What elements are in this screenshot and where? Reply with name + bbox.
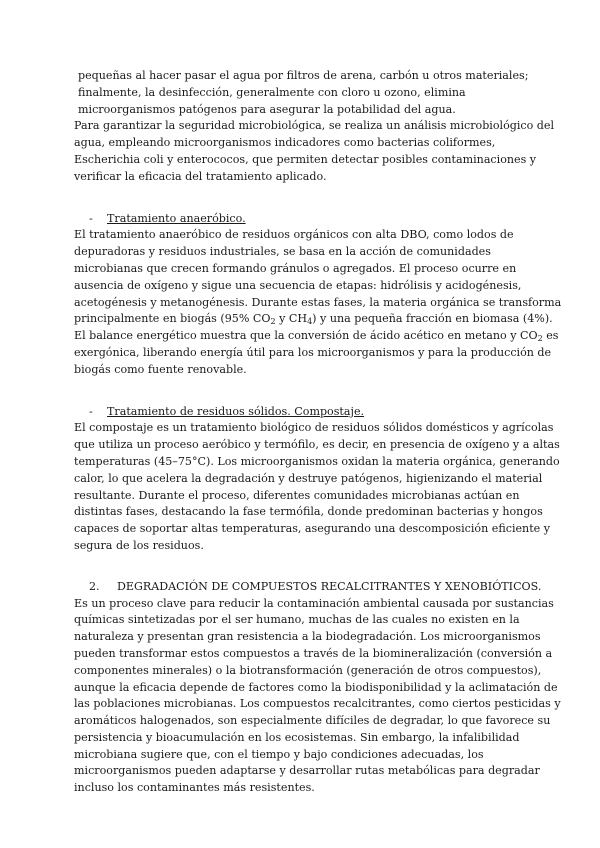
text-line: aromáticos halogenados, son especialmente difíciles de degradar, lo que favorece su bbox=[74, 714, 551, 728]
text-line: capaces de soportar altas temperaturas, asegurando una descomposición eficiente y bbox=[74, 522, 551, 536]
text-line: incluso los contaminantes más resistentes. bbox=[74, 781, 315, 795]
text-fragment: y CH bbox=[275, 312, 308, 326]
text-line: biogás como fuente renovable. bbox=[74, 362, 247, 376]
text-fragment: ) y una pequeña fracción en biomasa (4%). bbox=[312, 312, 553, 326]
subscript: 2 bbox=[537, 334, 543, 344]
text-fragment: principalmente en biogás (95% CO bbox=[74, 312, 271, 326]
section-title: DEGRADACIÓN DE COMPUESTOS RECALCITRANTES Y XENOBIÓTICOS. bbox=[117, 579, 542, 593]
text-line: El tratamiento anaeróbico de residuos orgánicos con alta DBO, como lodos de bbox=[74, 228, 514, 242]
text-line: microorganismos pueden adaptarse y desarrollar rutas metabólicas para degradar bbox=[74, 764, 540, 778]
text-fragment: El balance energético muestra que la conversión de ácido acético en metano y CO bbox=[74, 329, 538, 343]
subscript: 4 bbox=[307, 317, 313, 327]
text-line: depuradoras y residuos industriales, se basa en la acción de comunidades bbox=[74, 245, 491, 259]
text-line: componentes minerales) o la biotransformación (generación de otros compuestos), bbox=[74, 663, 542, 677]
text-line: microorganismos patógenos para asegurar la potabilidad del agua. bbox=[78, 102, 456, 116]
intro-paragraph bbox=[74, 68, 529, 118]
text-line: aunque la eficacia depende de factores como la biodisponibilidad y la aclimatación de bbox=[74, 680, 558, 694]
microbiological-safety-paragraph bbox=[74, 118, 555, 185]
section-heading bbox=[74, 211, 514, 228]
text-line: pueden transformar estos compuestos a través de la biomineralización (conversión a bbox=[74, 646, 553, 660]
section-title: Tratamiento de residuos sólidos. Compostaje. bbox=[107, 404, 365, 418]
text-fragment: es bbox=[542, 329, 559, 343]
text-line: distintas fases, destacando la fase termófila, donde predominan bacterias y hongos bbox=[74, 505, 543, 519]
section-title: Tratamiento anaeróbico. bbox=[107, 211, 246, 225]
text-line: calor, lo que acelera la degradación y destruye patógenos, higienizando el material bbox=[74, 471, 543, 485]
text-line: químicas sintetizadas por el ser humano, muchas de las cuales no existen en la bbox=[74, 613, 520, 627]
section-heading bbox=[74, 579, 542, 596]
text-line: microbiana sugiere que, con el tiempo y bajo condiciones adecuadas, los bbox=[74, 747, 484, 761]
text-line: ausencia de oxígeno y sigue una secuencia de etapas: hidrólisis y acidogénesis, bbox=[74, 278, 522, 292]
text-line: segura de los residuos. bbox=[74, 538, 204, 552]
section-number: 2. bbox=[89, 579, 100, 593]
text-line: Es un proceso clave para reducir la contaminación ambiental causada por sustancias bbox=[74, 596, 554, 610]
section-recalcitrant-degradation bbox=[74, 579, 561, 797]
text-line: pequeñas al hacer pasar el agua por filtros de arena, carbón u otros materiales; bbox=[78, 69, 529, 82]
text-line: finalmente, la desinfección, generalmente con cloro u ozono, elimina bbox=[78, 85, 466, 99]
text-line: microbianas que crecen formando gránulos o agregados. El proceso ocurre en bbox=[74, 261, 517, 275]
text-line: naturaleza y presentan gran resistencia a la biodegradación. Los microorganismos bbox=[74, 630, 541, 644]
bullet-dash: - bbox=[89, 211, 93, 225]
text-line: agua, empleando microorganismos indicadores como bacterias coliformes, bbox=[74, 136, 496, 150]
text-line: acetogénesis y metanogénesis. Durante estas fases, la materia orgánica se transforma bbox=[74, 295, 562, 309]
text-line: Escherichia coli y enterococos, que permiten detectar posibles contaminaciones y bbox=[74, 152, 537, 166]
text-line bbox=[74, 311, 553, 328]
text-line: verificar la eficacia del tratamiento aplicado. bbox=[74, 169, 327, 183]
bullet-dash: - bbox=[89, 404, 93, 418]
section-composting bbox=[74, 404, 560, 555]
subscript: 2 bbox=[270, 317, 276, 327]
text-line bbox=[74, 328, 559, 345]
section-heading bbox=[74, 404, 514, 421]
text-line: Para garantizar la seguridad microbiológica, se realiza un análisis microbiológico del bbox=[74, 119, 555, 133]
text-line: que utiliza un proceso aeróbico y termófilo, es decir, en presencia de oxígeno y a altas bbox=[74, 438, 560, 452]
section-anaerobic bbox=[74, 211, 562, 379]
text-line: persistencia y bioacumulación en los ecosistemas. Sin embargo, la infalibilidad bbox=[74, 730, 520, 744]
text-line: las poblaciones microbianas. Los compuestos recalcitrantes, como ciertos pesticidas y bbox=[74, 697, 561, 711]
text-line: El compostaje es un tratamiento biológico de residuos sólidos domésticos y agrícolas bbox=[74, 421, 554, 435]
text-line: exergónica, liberando energía útil para los microorganismos y para la producción de bbox=[74, 345, 552, 359]
text-line: resultante. Durante el proceso, diferentes comunidades microbianas actúan en bbox=[74, 488, 520, 502]
text-line: temperaturas (45–75°C). Los microorganismos oxidan la materia orgánica, generando bbox=[74, 454, 560, 468]
